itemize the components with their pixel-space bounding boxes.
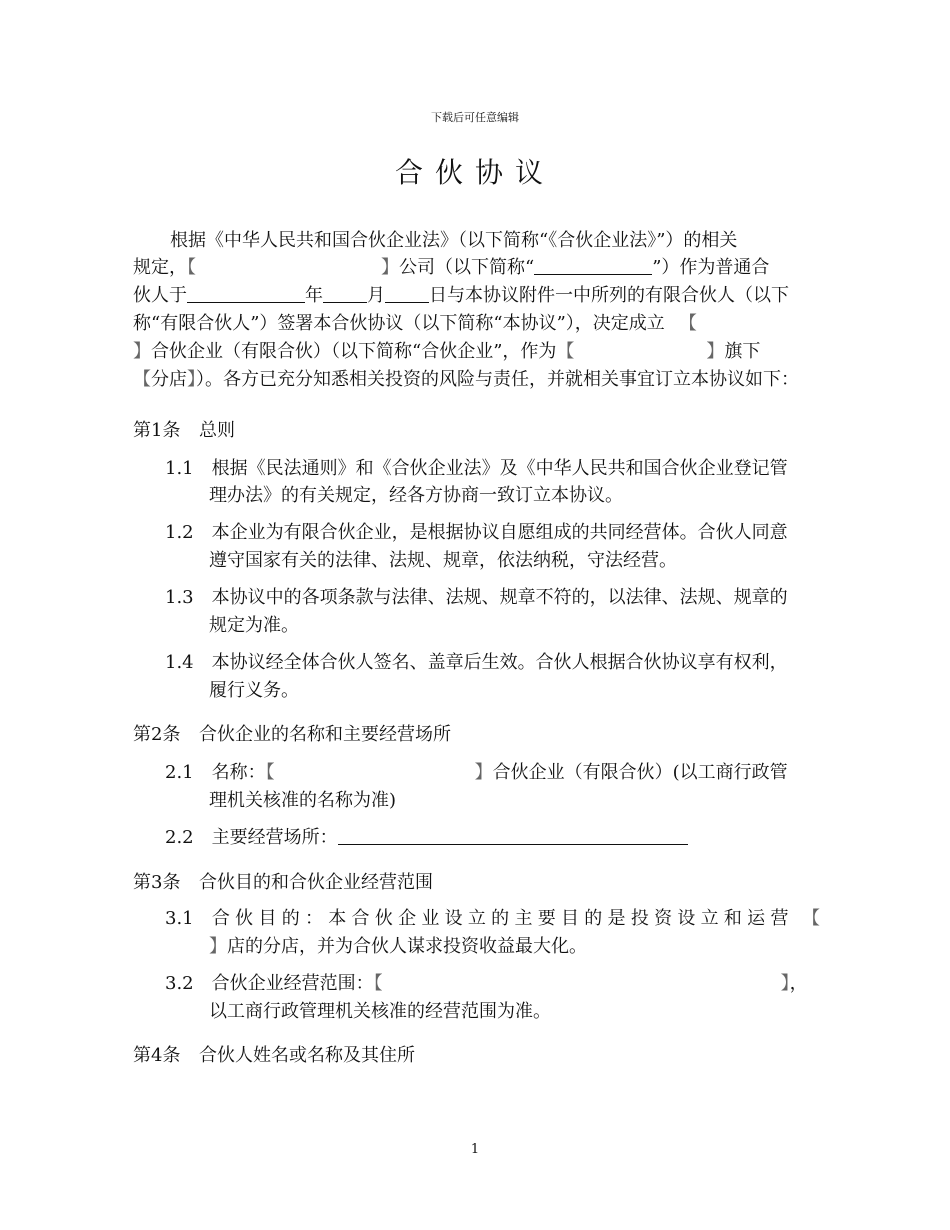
month-blank — [323, 284, 367, 303]
clause-1-3-cont: 规定为准。 — [209, 615, 299, 636]
year-blank — [187, 284, 305, 303]
article-2-heading: 第2条 合伙企业的名称和主要经营场所 — [133, 724, 451, 745]
preamble-line-1: 根据《中华人民共和国合伙企业法》（以下简称“《合伙企业法》”）的相关 — [170, 230, 738, 251]
clause-1-3: 1.3 本协议中的各项条款与法律、法规、规章不符的，以法律、法规、规章的 — [165, 587, 788, 608]
clause-1-4-cont: 履行义务。 — [209, 680, 299, 701]
abbr-blank — [534, 256, 652, 275]
clause-3-2-cont: 以工商行政管理机关核准的经营范围为准。 — [209, 1001, 551, 1022]
article-1-heading: 第1条 总则 — [133, 420, 235, 441]
preamble-line-6: 【分店】）。各方已充分知悉相关投资的风险与责任，并就相关事宜订立本协议如下： — [133, 369, 799, 390]
clause-2-2: 2.2 主要经营场所： — [165, 825, 688, 851]
day-blank — [385, 284, 429, 303]
header-note: 下载后可任意编辑 — [431, 111, 519, 124]
clause-2-1-cont: 理机关核准的名称为准) — [209, 790, 397, 811]
clause-1-1: 1.1 根据《民法通则》和《合伙企业法》及《中华人民共和国合伙企业登记管 — [165, 458, 788, 479]
preamble-line-5: 】合伙企业（有限合伙）（以下简称“合伙企业”，作为【 】旗下 — [133, 341, 761, 362]
article-3-heading: 第3条 合伙目的和合伙企业经营范围 — [133, 872, 433, 893]
clause-1-1-cont: 理办法》的有关规定，经各方协商一致订立本协议。 — [209, 485, 623, 506]
clause-3-1-cont: 】店的分店，并为合伙人谋求投资收益最大化。 — [209, 936, 587, 957]
clause-2-1: 2.1 名称：【 】合伙企业（有限合伙）(以工商行政管 — [165, 762, 788, 783]
clause-3-2: 3.2 合伙企业经营范围：【 】， — [165, 973, 808, 994]
clause-1-2-cont: 遵守国家有关的法律、法规、规章，依法纳税，守法经营。 — [209, 550, 677, 571]
clause-1-4: 1.4 本协议经全体合伙人签名、盖章后生效。合伙人根据合伙协议享有权利， — [165, 652, 788, 673]
clause-1-2: 1.2 本企业为有限合伙企业，是根据协议自愿组成的共同经营体。合伙人同意 — [165, 522, 788, 543]
preamble-line-2: 规定，【 】公司（以下简称“ ”）作为普通合 — [133, 257, 770, 278]
document-title: 合伙协议 — [394, 156, 555, 189]
business-location-blank — [338, 826, 688, 845]
clause-3-1: 3.1 合伙目的：本合伙企业设立的主要目的是投资设立和运营 【 — [165, 908, 821, 929]
preamble-line-3: 伙人于 年 月 日与本协议附件一中所列的有限合伙人（以下 — [133, 285, 789, 306]
page-number: 1 — [470, 1142, 480, 1157]
article-4-heading: 第4条 合伙人姓名或名称及其住所 — [133, 1045, 415, 1066]
preamble-line-4: 称“有限合伙人”）签署本合伙协议（以下简称“本协议”），决定成立 【 — [133, 313, 697, 334]
